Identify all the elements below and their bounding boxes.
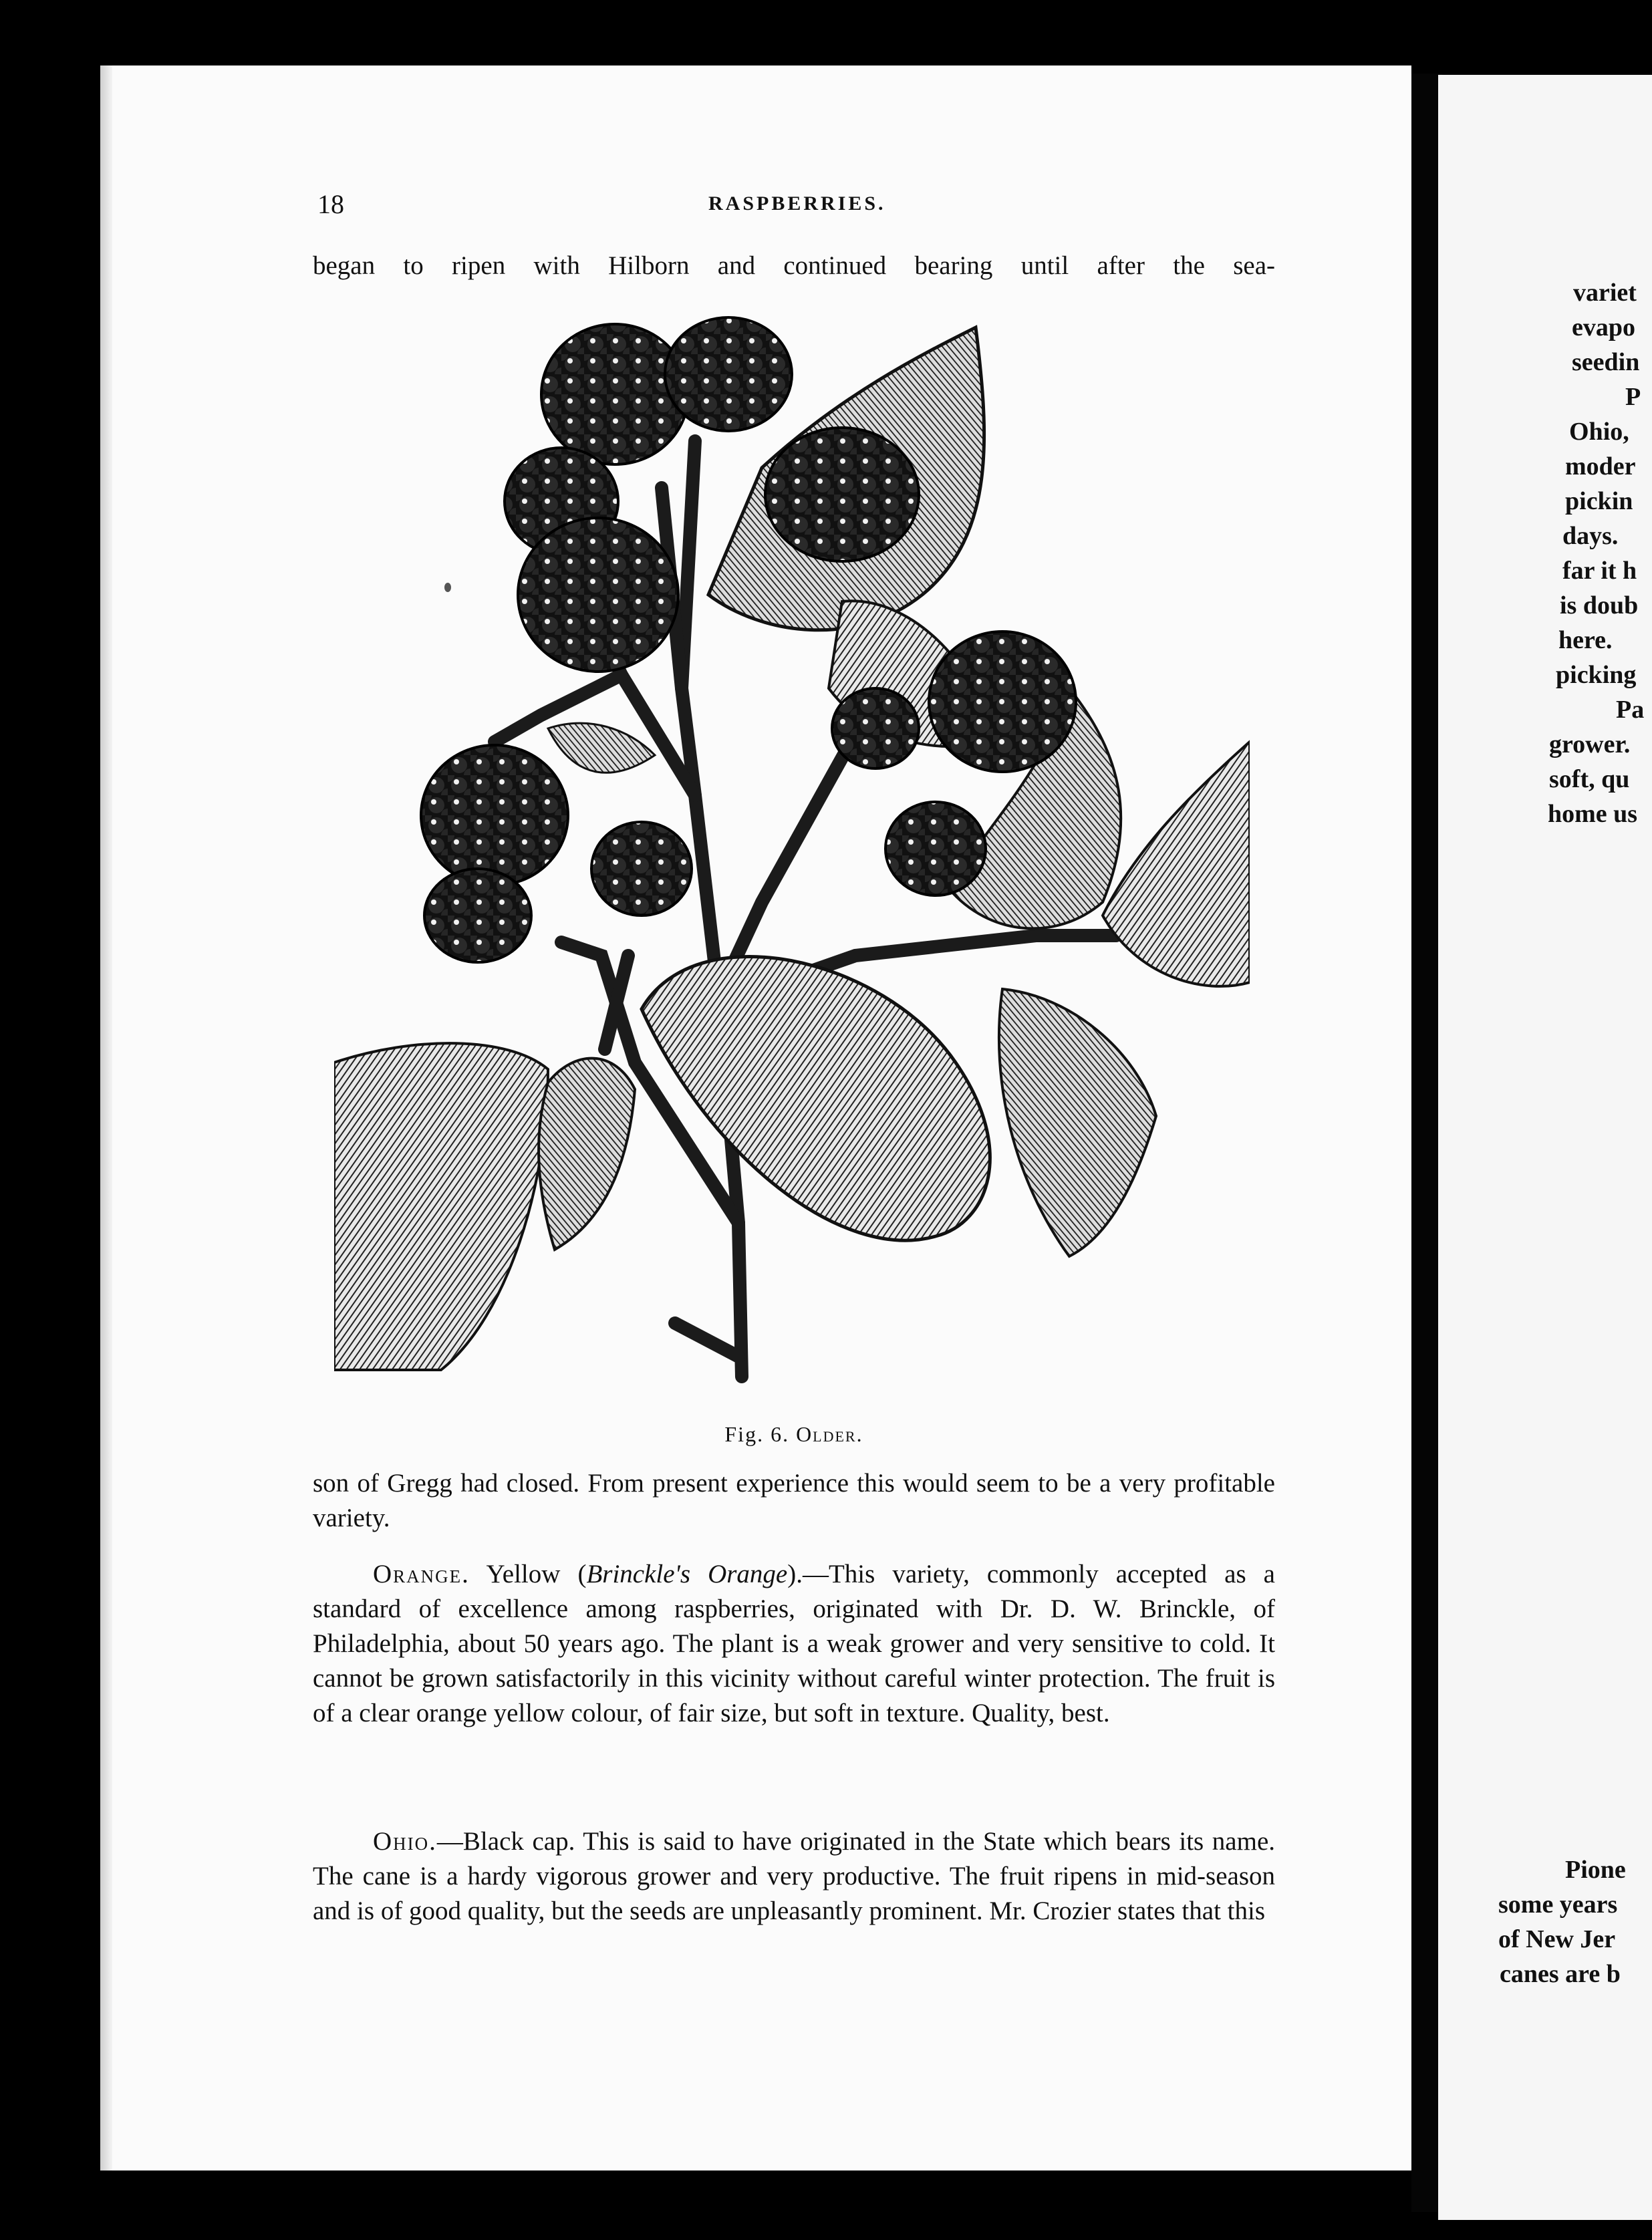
- facing-page-line: soft, qu: [1549, 765, 1630, 793]
- first-line: began to ripen with Hilborn and continued bearing until after the sea-: [313, 251, 1275, 280]
- variety-name-orange: Orange.: [373, 1560, 470, 1588]
- facing-page-line: moder: [1565, 452, 1636, 480]
- facing-page-line: evapo: [1572, 313, 1635, 341]
- ohio-text: —Black cap. This is said to have originated in the State which bears its name. The cane is a hardy vigorous grower and very productive. The fruit ripens in mid-season and is of good quality, but the seeds are unpleasantly prominent. Mr. Crozier states that this: [313, 1827, 1275, 1925]
- facing-page-line: some years: [1498, 1891, 1618, 1919]
- figure-number: Fig. 6.: [724, 1422, 790, 1446]
- facing-page-line: pickin: [1565, 487, 1633, 515]
- facing-page-line: Ohio,: [1569, 418, 1629, 446]
- orange-text-b: ).—This variety, commonly accepted as a standard of excellence among raspberries, originated with Dr. D. W. Brinckle, of Philadelphia, about 50 years ago. The plant is a weak grower and very sensitive to cold. It cannot be grown satisfactorily in this vicinity without careful winter protection. The fruit is of a clear orange yellow colour, of fair size, but soft in texture. Quality, best.: [313, 1560, 1275, 1727]
- speck-mark: [444, 583, 451, 592]
- facing-page-line: variet: [1573, 279, 1637, 307]
- figure-name: Older.: [796, 1422, 863, 1446]
- page-edge: [100, 65, 112, 2171]
- facing-page-line: P: [1625, 383, 1641, 411]
- facing-page-line: Pione: [1565, 1856, 1626, 1884]
- figure-caption: [313, 1422, 1275, 1447]
- facing-page-line: Pa: [1616, 696, 1645, 724]
- paragraph-older-end: son of Gregg had closed. From present experience this would seem to be a very profitable variety.: [313, 1469, 1275, 1532]
- facing-page-line: seedin: [1572, 348, 1640, 376]
- facing-page-line: here.: [1558, 626, 1613, 654]
- paragraph-orange: [313, 1557, 1275, 1731]
- paragraph-ohio: [313, 1824, 1275, 1929]
- facing-page-line: far it h: [1562, 557, 1637, 585]
- orange-text-a: Yellow (: [469, 1560, 587, 1588]
- orange-italic-name: Brinckle's Orange: [586, 1560, 788, 1588]
- variety-name-ohio: Ohio.: [373, 1827, 437, 1856]
- facing-page-line: grower.: [1549, 730, 1631, 758]
- facing-page-line: is doub: [1560, 591, 1639, 619]
- facing-page-line: home us: [1548, 800, 1638, 828]
- page-number: 18: [317, 189, 344, 219]
- facing-page-line: days.: [1562, 522, 1619, 550]
- raspberry-branch-engraving-icon: [334, 314, 1250, 1390]
- running-head: [317, 188, 1273, 222]
- facing-page-line: of New Jer: [1498, 1925, 1616, 1953]
- facing-page-line: canes are b: [1500, 1960, 1621, 1988]
- running-title: RASPBERRIES.: [708, 192, 886, 215]
- facing-page-line: picking: [1556, 661, 1637, 689]
- facing-page: [1438, 75, 1652, 2220]
